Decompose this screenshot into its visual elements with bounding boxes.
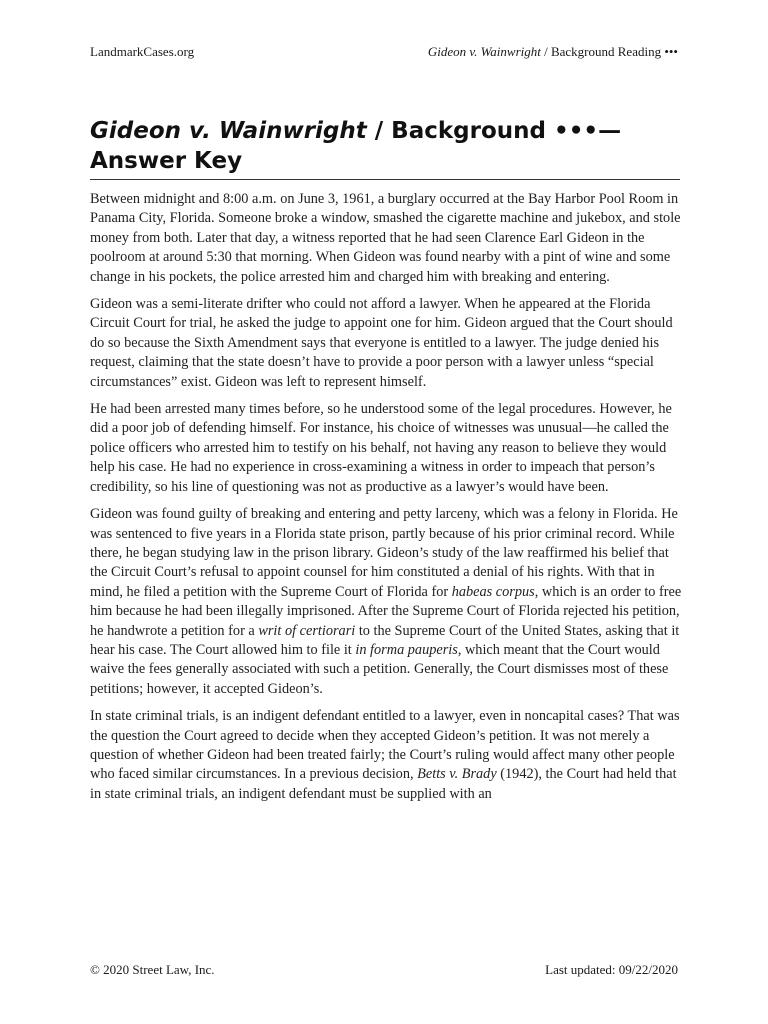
copyright-notice: © 2020 Street Law, Inc.	[90, 962, 215, 977]
paragraph-4-text-d: , which meant that the Court would waive the fees generally associated with such a petition. Generally, the Court dismisses most of these petitions; however, it accepted Gideon’s.	[90, 641, 669, 697]
header-case-name: Gideon v. Wainwright	[427, 44, 541, 59]
paragraph-5-text-b: (1942), the Court had held that in state criminal trials, an indigent defendant must be supplied with an	[90, 766, 677, 802]
paragraph-4-text-b: , which is an order to free him because he had been illegally imprisoned. After the Supreme Court of Florida rejected his petition, he handwrote a petition for a	[90, 583, 682, 639]
term-in-forma-pauperis: in forma pauperis	[355, 641, 458, 658]
paragraph-1: Between midnight and 8:00 a.m. on June 3, 1961, a burglary occurred at the Bay Harbor Pool Room in Panama City, Florida. Someone broke a window, smashed the cigarette machine and jukebox, and stole money from both. Later that day, a witness reported that he had seen Clarence Earl Gideon in the poolroom at around 5:30 that morning. When Gideon was found nearby with a pint of wine and some change in his pockets, the police arrested him and charged him with breaking and entering.	[90, 191, 681, 285]
title-case-name: Gideon v. Wainwright	[90, 118, 367, 144]
paragraph-4-text-c: to the Supreme Court of the United States, asking that it hear his case. The Court allowed him to file it	[90, 622, 680, 658]
page-footer	[90, 962, 678, 978]
site-name: LandmarkCases.org	[90, 44, 195, 59]
paragraph-4-text-a: Gideon was found guilty of breaking and entering and petty larceny, which was a felony in Florida. He was sentenced to five years in a Florida state prison, partly because of his prior criminal record. While there, he began studying law in the prison library. Gideon’s study of the law reaffirmed his belief that the Circuit Court’s refusal to appoint counsel for him constituted a denial of his rights. With that in mind, he filed a petition with the Supreme Court of Florida for	[90, 506, 678, 600]
title-divider	[90, 179, 680, 180]
page-header	[90, 44, 678, 64]
paragraph-2: Gideon was a semi-literate drifter who could not afford a lawyer. When he appeared at the Florida Circuit Court for trial, he asked the judge to appoint one for him. Gideon argued that the Court should do so because the Sixth Amendment says that everyone is entitled to a lawyer. The judge denied his request, claiming that the state doesn’t have to provide a poor person with a lawyer unless “special circumstances” exist. Gideon was left to represent himself.	[90, 296, 673, 390]
case-citation-betts-v-brady: Betts v. Brady	[417, 766, 497, 783]
document-body	[90, 190, 682, 812]
paragraph-4	[90, 505, 682, 699]
paragraph-5-text-a: In state criminal trials, is an indigent defendant entitled to a lawyer, even in noncapital cases? That was the question the Court agreed to decide when they accepted Gideon’s petition. It was not merely a question of whether Gideon had been treated fairly; the Court’s ruling would affect many other people who faced similar circumstances. In a previous decision,	[90, 708, 680, 783]
paragraph-5	[90, 707, 682, 804]
header-section: / Background Reading •••	[540, 44, 678, 59]
page-title	[90, 116, 678, 176]
term-writ-of-certiorari: writ of certiorari	[258, 622, 356, 639]
last-updated: Last updated: 09/22/2020	[545, 962, 678, 977]
header-document-label	[428, 44, 678, 60]
title-rest: / Background •••—Answer Key	[90, 118, 622, 174]
paragraph-3: He had been arrested many times before, so he understood some of the legal procedures. However, he did a poor job of defending himself. For instance, his choice of witnesses was unusual—he called the police officers who arrested him to testify on his behalf, not having any reason to believe they would help his case. He had no experience in cross-examining a witness in order to impeach that person’s credibility, so his line of questioning was not as productive as a lawyer’s would have been.	[90, 401, 672, 495]
term-habeas-corpus: habeas corpus	[451, 583, 535, 600]
